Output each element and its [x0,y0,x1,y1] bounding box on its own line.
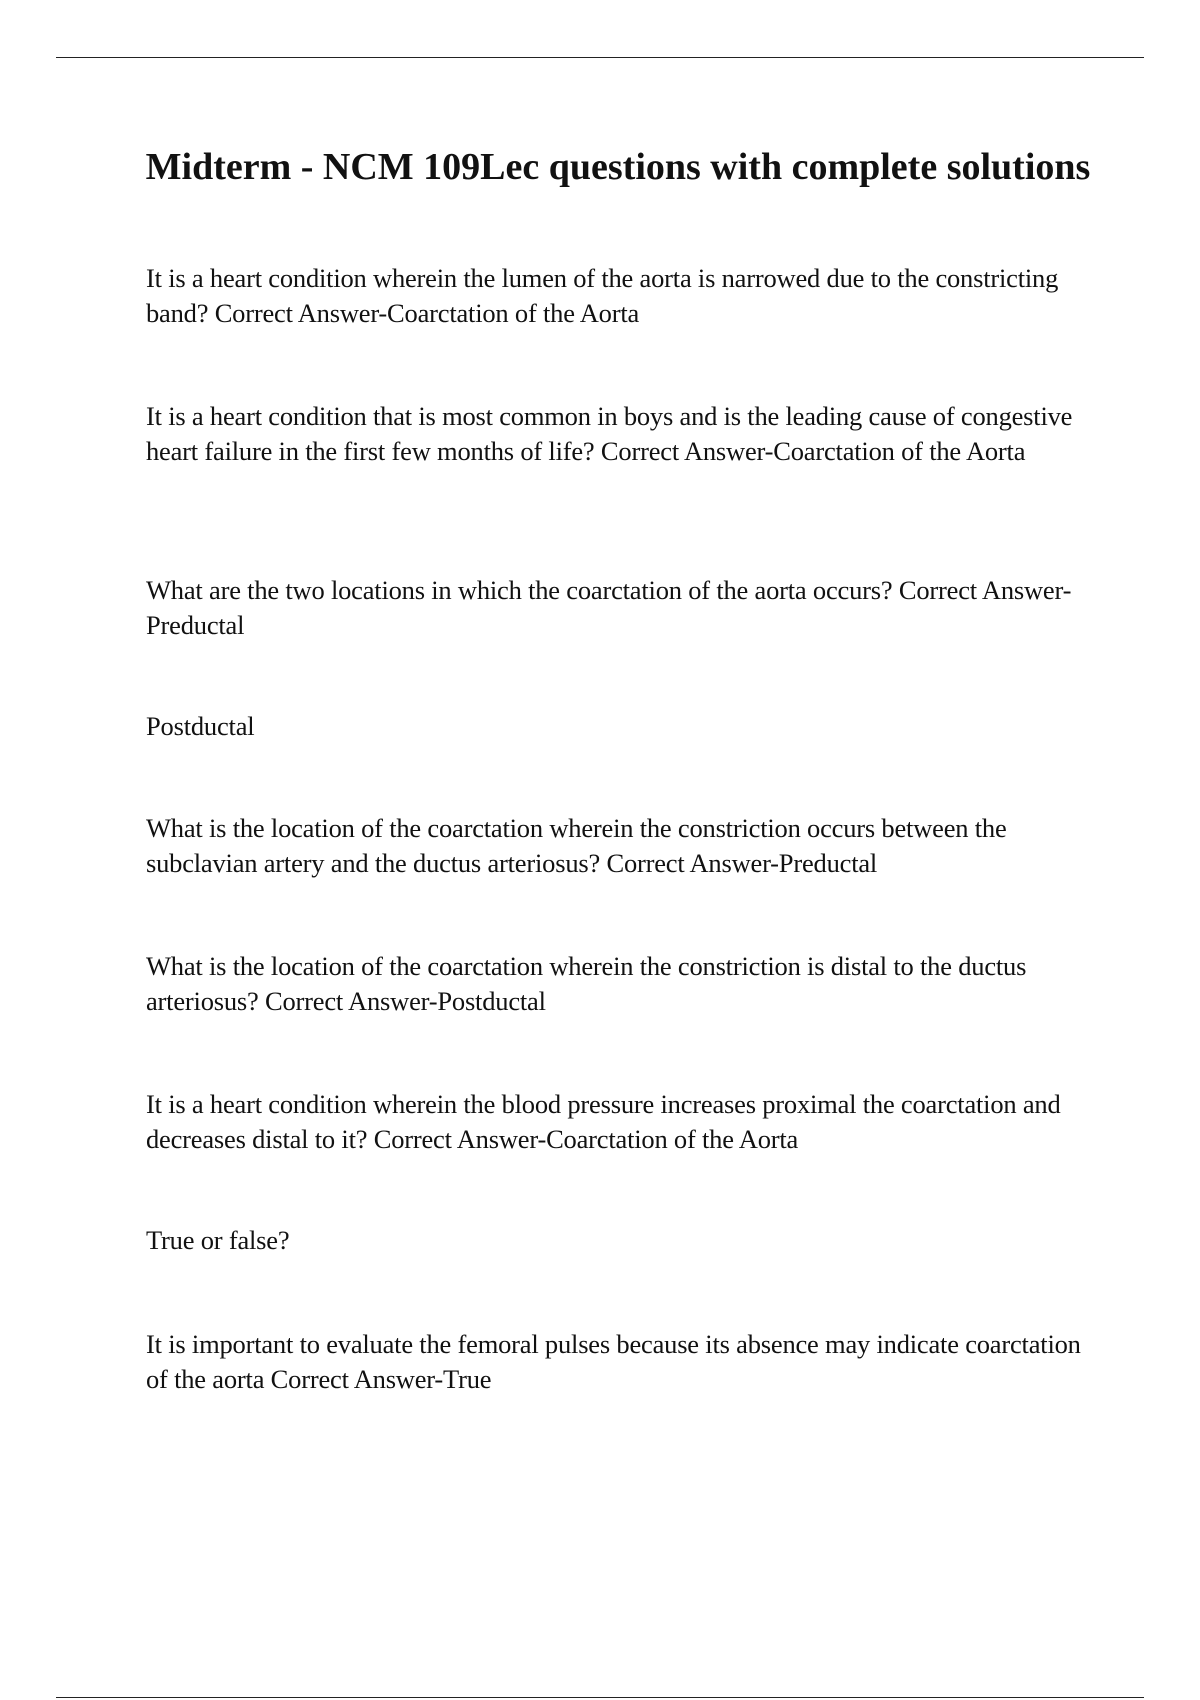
top-rule [56,57,1144,58]
qa-paragraph-2: It is a heart condition that is most common in boys and is the leading cause of congestive heart failure in the first few months of life? Correct Answer-Coarctation of the Aorta [146,401,1073,466]
qa-paragraph-8: True or false? [146,1225,290,1255]
qa-paragraph-6: What is the location of the coarctation wherein the constriction is distal to the ductus arteriosus? Correct Answer-Postductal [146,951,1027,1016]
qa-paragraph-9: It is important to evaluate the femoral pulses because its absence may indicate coarctation of the aorta Correct Answer-True [146,1329,1081,1394]
qa-paragraph-5: What is the location of the coarctation wherein the constriction occurs between the subclavian artery and the ductus arteriosus? Correct Answer-Preductal [146,813,1007,878]
qa-paragraph-1: It is a heart condition wherein the lumen of the aorta is narrowed due to the constricting band? Correct Answer-Coarctation of the Aorta [146,263,1059,328]
bottom-rule [56,1697,1144,1698]
qa-paragraph-7: It is a heart condition wherein the blood pressure increases proximal the coarctation and decreases distal to it? Correct Answer-Coarctation of the Aorta [146,1089,1061,1154]
qa-paragraph-3: What are the two locations in which the coarctation of the aorta occurs? Correct Answer-Preductal [146,575,1072,640]
document-title: Midterm - NCM 109Lec questions with complete solutions [145,146,1091,188]
qa-paragraph-4: Postductal [146,711,255,741]
